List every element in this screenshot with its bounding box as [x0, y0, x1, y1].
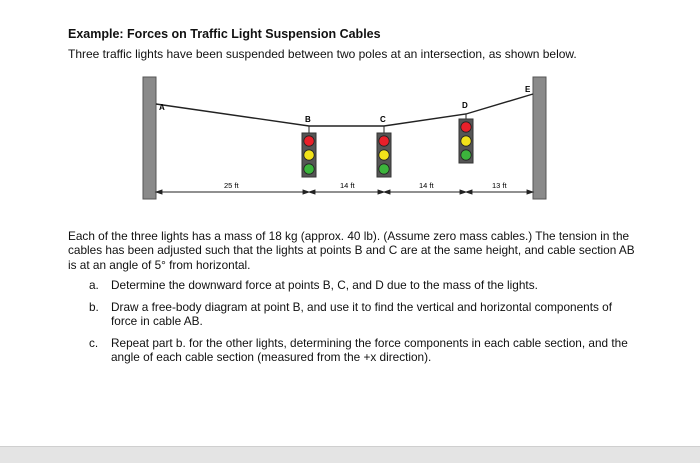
traffic-light-diagram: [0, 0, 700, 230]
left-pole: [143, 77, 156, 199]
traffic-light-b: [302, 126, 316, 177]
point-b-label: B: [305, 115, 311, 124]
point-c-label: C: [380, 115, 386, 124]
light-c-yellow: [379, 150, 389, 160]
example-title: Example: Forces on Traffic Light Suspension Cables: [68, 27, 381, 41]
light-d-yellow: [461, 136, 471, 146]
problem-paragraph: Each of the three lights has a mass of 18 kg (approx. 40 lb). (Assume zero mass cables.) The tension in the cables has been adjusted such that the lights at points B and C are at the same height, and cable section AB is at an angle of 5° from horizontal.: [68, 229, 635, 272]
light-c-red: [379, 136, 389, 146]
dimension-bc-label: 14 ft: [340, 181, 355, 190]
bottom-scrollbar[interactable]: [0, 446, 700, 463]
light-b-green: [304, 164, 314, 174]
light-d-red: [461, 122, 471, 132]
question-c-text: Repeat part b. for the other lights, determining the force components in each cable section, and the angle of each cable section (measured from the +x direction).: [111, 336, 628, 364]
intro-text: Three traffic lights have been suspended between two poles at an intersection, as shown below.: [68, 47, 577, 61]
point-a-label: A: [159, 103, 165, 112]
dimension-cd-label: 14 ft: [419, 181, 434, 190]
right-pole: [533, 77, 546, 199]
dimension-ab-label: 25 ft: [224, 181, 239, 190]
point-d-label: D: [462, 101, 468, 110]
question-c-label: c.: [89, 336, 99, 350]
traffic-light-d: [459, 114, 473, 163]
question-a-text: Determine the downward force at points B, C, and D due to the mass of the lights.: [111, 278, 538, 292]
question-b-label: b.: [89, 300, 99, 314]
dimension-de-label: 13 ft: [492, 181, 507, 190]
dimension-line: [156, 190, 533, 194]
light-b-red: [304, 136, 314, 146]
point-e-label: E: [525, 85, 531, 94]
traffic-light-c: [377, 126, 391, 177]
question-a-label: a.: [89, 278, 99, 292]
light-c-green: [379, 164, 389, 174]
question-b-text: Draw a free-body diagram at point B, and use it to find the vertical and horizontal components of force in cable AB.: [111, 300, 612, 328]
suspension-cable: [156, 94, 533, 126]
light-b-yellow: [304, 150, 314, 160]
light-d-green: [461, 150, 471, 160]
